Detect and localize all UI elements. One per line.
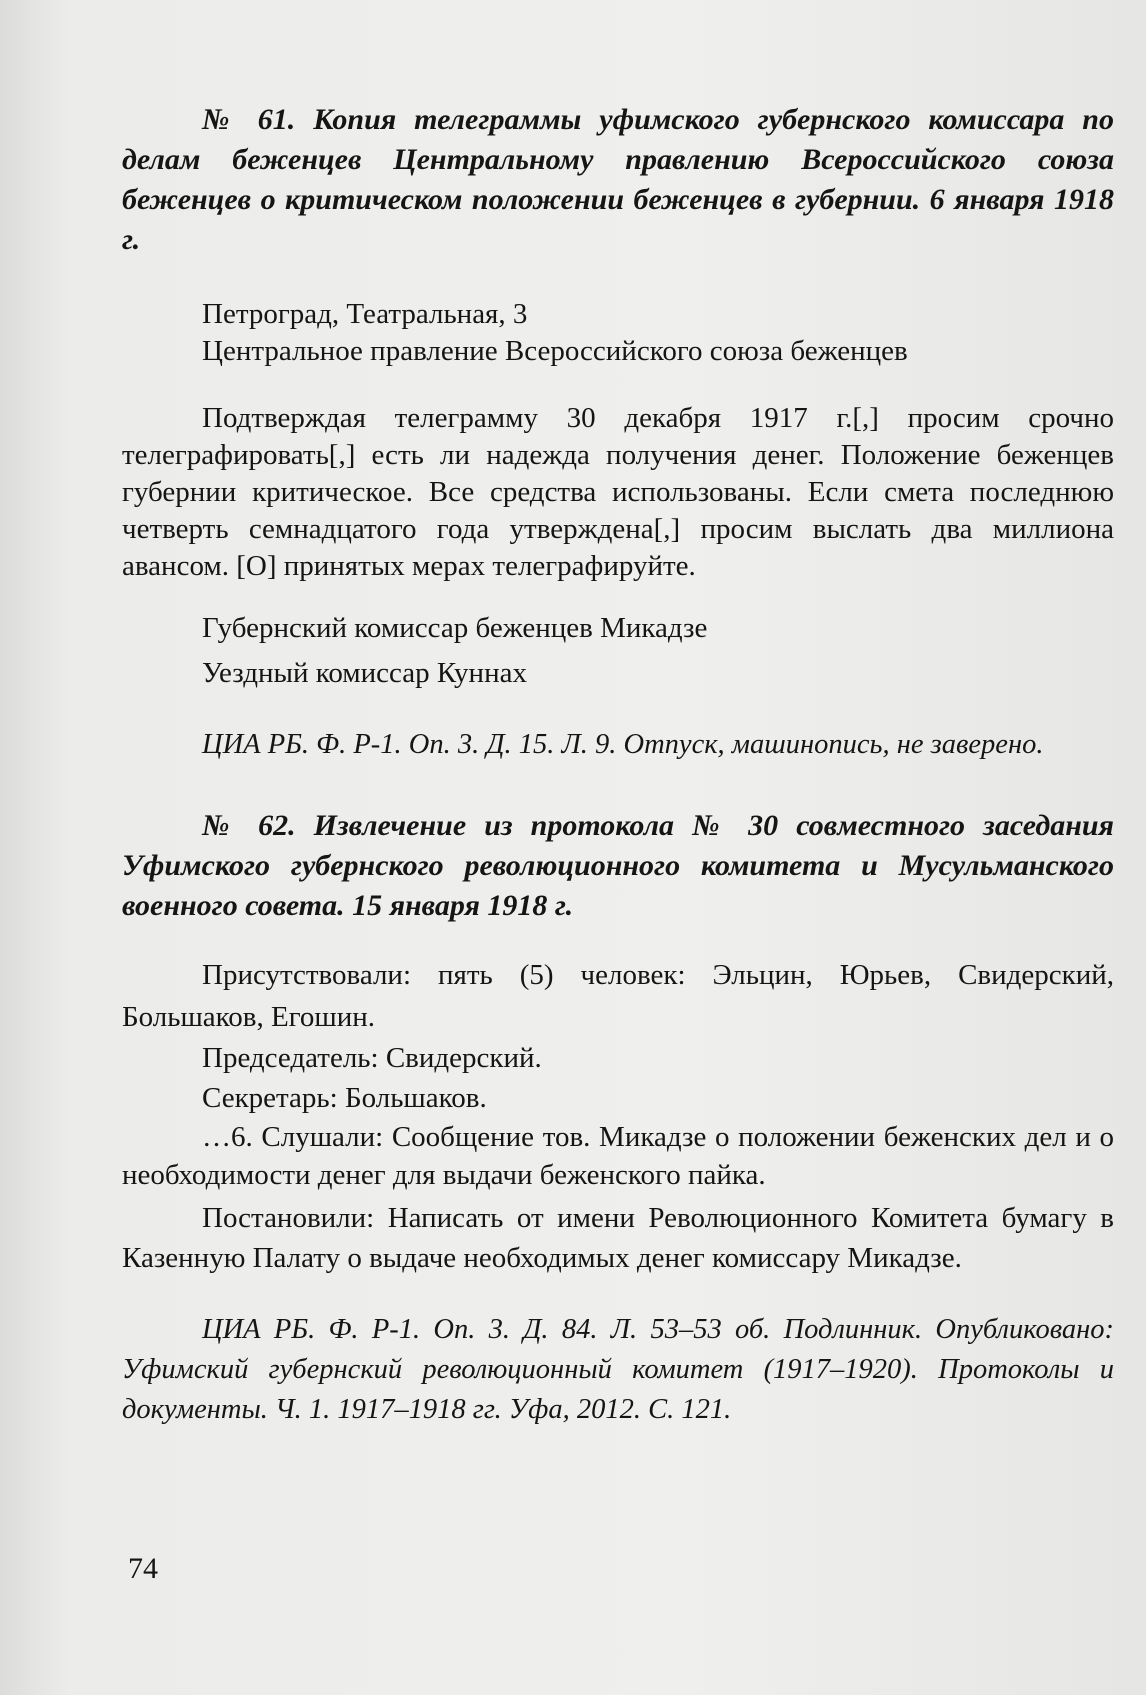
doc61-signature-1: Губернский комиссар беженцев Микадзе	[202, 612, 708, 644]
doc62-resolved: Постановили: Написать от имени Революционного Комитета бумагу в Казенную Палату о выдаче необходимых денег комиссару Микадзе.	[122, 1202, 1114, 1274]
doc62-heard: …6. Слушали: Сообщение тов. Микадзе о положении беженских дел и о необходимости денег для выдачи беженского пайка.	[122, 1121, 1114, 1191]
page-content	[122, 100, 1114, 1430]
doc61-signature-2: Уездный комиссар Куннах	[202, 657, 527, 689]
doc62-present: Присутствовали: пять (5) человек: Эльцин, Юрьев, Свидерский, Большаков, Егошин.	[122, 959, 1114, 1033]
doc62-title: № 62. Извлечение из протокола № 30 совместного заседания Уфимского губернского революционного комитета и Мусульманского военного совета. 15 января 1918 г.	[122, 809, 1114, 922]
doc61-body: Подтверждая телеграмму 30 декабря 1917 г.[,] просим срочно телеграфировать[,] есть ли надежда получения денег. Положение беженцев губернии критическое. Все средства использованы. Если смета последнюю четверть семнадцатого года утверждена[,] просим выслать два миллиона авансом. [О] принятых мерах телеграфируйте.	[122, 402, 1114, 582]
doc62-secretary: Секретарь: Большаков.	[202, 1082, 487, 1114]
doc61-address-line2: Центральное правление Всероссийского союза беженцев	[202, 335, 908, 367]
doc62-source-note: ЦИА РБ. Ф. Р-1. Оп. 3. Д. 84. Л. 53–53 об. Подлинник. Опубликовано: Уфимский губернский революционный комитет (1917–1920). Протоколы и документы. Ч. 1. 1917–1918 гг. Уфа, 2012. С. 121.	[122, 1314, 1114, 1425]
doc61-title: № 61. Копия телеграммы уфимского губернского комиссара по делам беженцев Центральному правлению Всероссийского союза беженцев о критическом положении беженцев в губернии. 6 января 1918 г.	[122, 103, 1114, 256]
page-number: 74	[128, 1552, 158, 1585]
doc61-address-line1: Петроград, Театральная, 3	[202, 298, 528, 330]
doc62-chairman: Председатель: Свидерский.	[202, 1042, 542, 1074]
doc61-source-note: ЦИА РБ. Ф. Р-1. Оп. 3. Д. 15. Л. 9. Отпуск, машинопись, не заверено.	[202, 729, 1044, 760]
